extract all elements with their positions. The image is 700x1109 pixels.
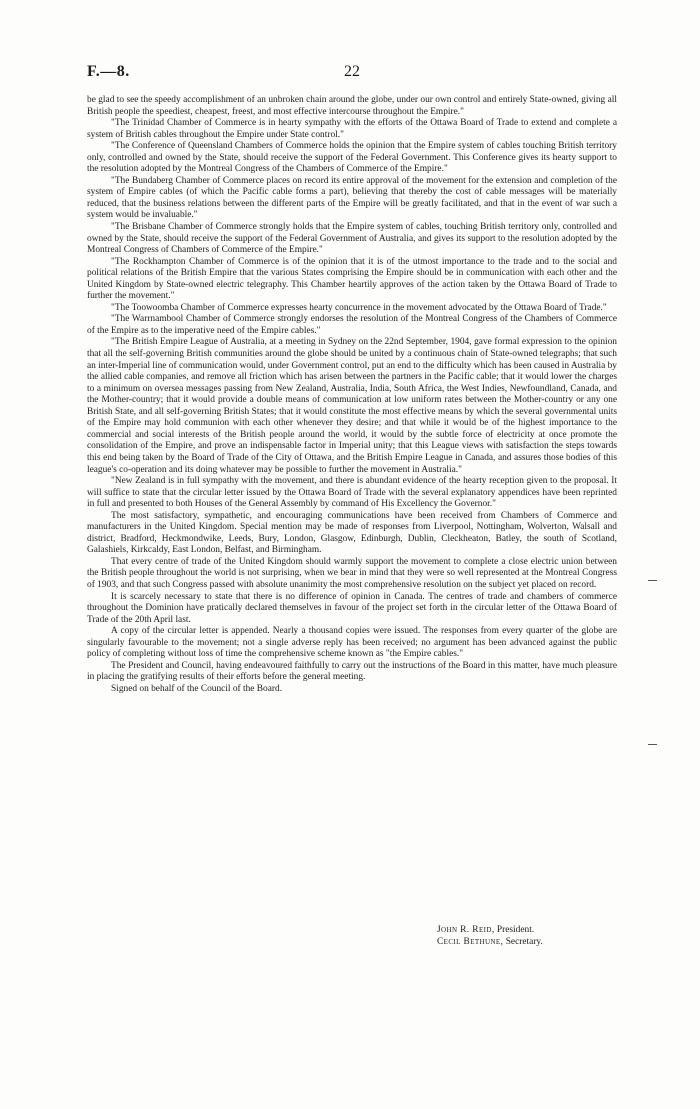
paragraph: The President and Council, having endeavoured faithfully to carry out the instructions of the Board in this matter, have much pleasure in placing the gratifying results of their efforts before the general meeting. [87,660,617,683]
page-header [87,63,617,83]
signatory-title: President. [496,925,535,935]
paragraph: The most satisfactory, sympathetic, and encouraging communications have been received from Chambers of Commerce and manufacturers in the United Kingdom. Special mention may be made of responses from Liverpool, Nottingham, Wolverton, Walsall and district, Bradford, Heckmondwike, Leeds, Bury, London, Glasgow, Edinburgh, Dublin, Cleckheaton, Batley, the south of Scotland, Galashiels, Kirkcaldy, East London, Belfast, and Birmingham. [87,510,617,556]
signatory-name: Cecil Bethune, [437,936,504,947]
paragraph: "New Zealand is in full sympathy with the movement, and there is abundant evidence of the hearty reception given to the proposal. It will suffice to state that the circular letter issued by the Ottawa Board of Trade with the several explanatory appendices have been reprinted in full and presented to both Houses of the General Assembly by command of His Excellency the Governor." [87,476,617,510]
paragraph: "The Bundaberg Chamber of Commerce places on record its entire approval of the movement for the extension and completion of the system of Empire cables (of which the Pacific cable forms a part), believing that thereby the cost of cable messages will be materially reduced, that the business relations between the different parts of the Empire will be greatly facilitated, and that in the event of war such a system would be invaluable." [87,175,617,221]
margin-mark [648,580,657,581]
signatories [437,925,617,948]
paragraph: "The British Empire League of Australia, at a meeting in Sydney on the 22nd September, 1904, gave formal expression to the opinion that all the self-governing British communities around the globe should be united by a continuous chain of State-owned telegraphs; that such an inter-Imperial line of communication would, under Government control, put an end to the difficulty which has been caused in Australia by the allied cable companies, and remove all friction which has arisen between the partners in the Pacific cable; that it would lower the charges to a minimum on oversea messages passing from New Zealand, Australia, India, South Africa, the West Indies, Newfoundland, Canada, and the Mother-country; that it would provide a double means of communication at low uniform rates between the Mother-country or any one British State, and all self-governing British States; that it would constitute the most effective means by which the several governmental units of the Empire may hold communion with each other whenever they desire; and that while it would be of the highest importance to the commercial and social interests of the British people around the world, it would by the subtle force of electricity at once promote the consolidation of the Empire, and prove an indispensable factor in Imperial unity; that this League views with satisfaction the steps towards this end being taken by the Board of Trade of the City of Ottawa, and the British Empire League in Canada, and assures those bodies of this league's co-operation and its doing whatever may be possible to further the movement in Australia." [87,337,617,475]
paragraph: It is scarcely necessary to state that there is no difference of opinion in Canada. The centres of trade and chambers of commerce throughout the Dominion have pratically declared themselves in favour of the project set forth in the circular letter of the Ottawa Board of Trade of the 20th April last. [87,591,617,625]
paragraph: A copy of the circular letter is appended. Nearly a thousand copies were issued. The responses from every quarter of the globe are singularly favourable to the movement; not a single adverse reply has been received; no argument has been advanced against the public policy of completing without loss of time the comprehensive scheme known as "the Empire cables." [87,626,617,660]
body-text [87,95,617,695]
paragraph: "The Toowoomba Chamber of Commerce expresses hearty concurrence in the movement advocated by the Ottawa Board of Trade." [111,302,607,313]
page-number: 22 [344,63,360,80]
signed-line: Signed on behalf of the Council of the Board. [111,683,283,694]
paragraph: That every centre of trade of the United Kingdom should warmly support the movement to complete a close electric union between the British people throughout the world is not surprising, when we bear in mind that they were so well represented at the Montreal Congress of 1903, and that such Congress passed with absolute unanimity the most comprehensive resolution on the subject yet placed on record. [87,556,617,590]
signatory-secretary [437,937,617,949]
page-code: F.—8. [87,63,130,80]
paragraph: "The Warrnambool Chamber of Commerce strongly endorses the resolution of the Montreal Congress of the Chambers of Commerce of the Empire as to the imperative need of the Empire cables." [87,314,617,336]
paragraph: "The Rockhampton Chamber of Commerce is of the opinion that it is of the utmost importance to the trade and to the social and political relations of the British Empire that the various States comprising the Empire should be in communication with each other and the United Kingdom by State-owned electric telegraphy. This Chamber heartily approves of the action taken by the Ottawa Board of Trade to further the movement." [87,256,617,302]
signatory-name: John R. Reid, [437,925,495,935]
paragraph: be glad to see the speedy accomplishment of an unbroken chain around the globe, under our own control and entirely State-owned, giving all British people the speediest, cheapest, freest, and most effective intercourse throughout the Empire." [87,95,617,117]
paragraph: "The Conference of Queensland Chambers of Commerce holds the opinion that the Empire system of cables touching British territory only, controlled and owned by the State, should receive the support of the Federal Government. This Conference gives its hearty support to the resolution adopted by the Montreal Congress of the Chambers of Commerce of the Empire." [87,141,617,175]
signatory-president [437,925,617,937]
paragraph: "The Trinidad Chamber of Commerce is in hearty sympathy with the efforts of the Ottawa Board of Trade to extend and complete a system of British cables throughout the Empire under State control." [87,118,617,140]
margin-mark [648,744,657,745]
paragraph: "The Brisbane Chamber of Commerce strongly holds that the Empire system of cables, touching British territory only, controlled and owned by the State, should receive the support of the Federal Government of Australia, and gives its support to the resolution adopted by the Montreal Congress of Chambers of Commerce of the Empire." [87,222,617,256]
signatory-title: Secretary. [505,936,543,947]
